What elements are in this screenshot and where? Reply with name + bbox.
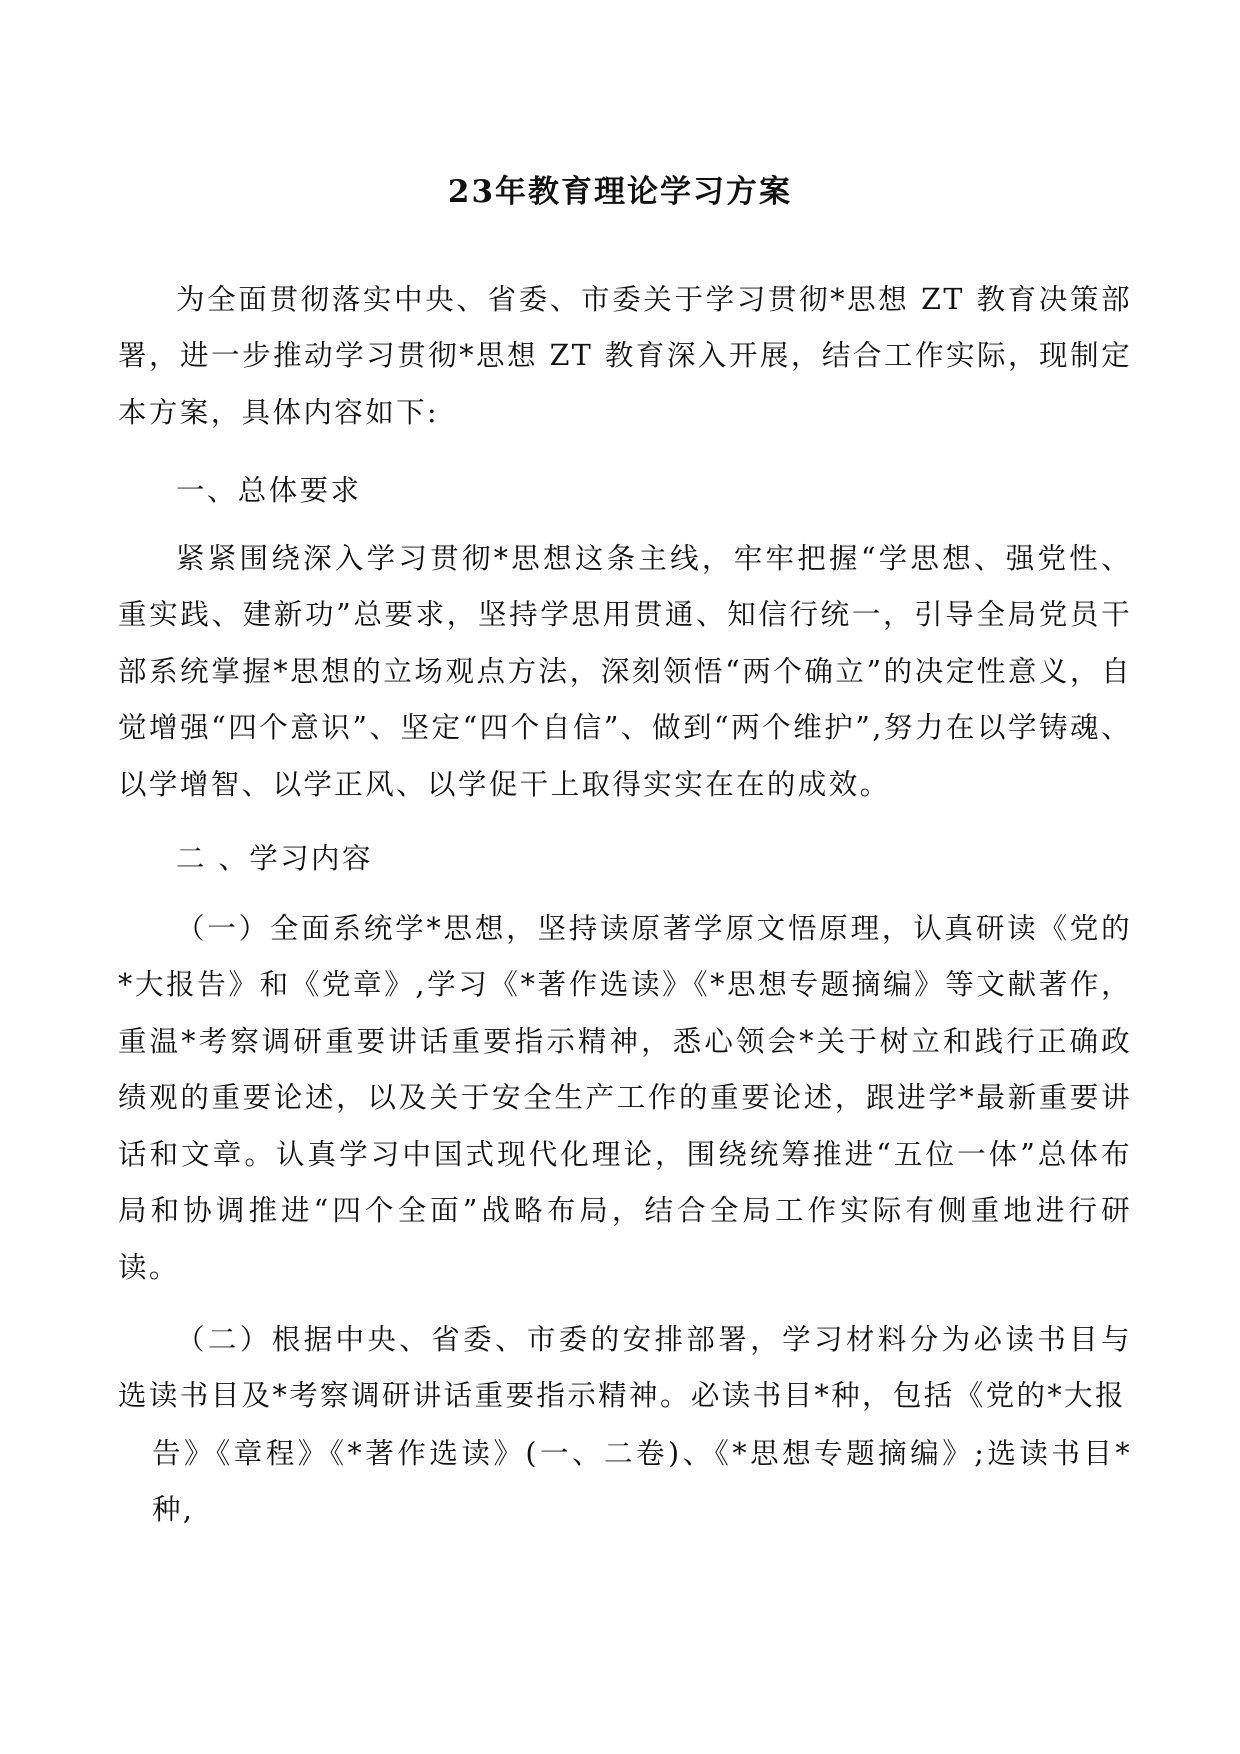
intro-paragraph: 为全面贯彻落实中央、省委、市委关于学习贯彻*思想 ZT 教育决策部署，进一步推动学习贯彻*思想 ZT 教育深入开展，结合工作实际，现制定本方案，具体内容如下: [118, 282, 1132, 429]
section-two-heading: 二 、学习内容 [176, 841, 373, 875]
section-one-paragraph: 紧紧围绕深入学习贯彻*思想这条主线，牢牢把握“学思想、强党性、重实践、建新功”总要求，坚持学思用贯通、知信行统一，引导全局党员干部系统掌握*思想的立场观点方法，深刻领悟“两个确立”的决定性意义，自觉增强“四个意识”、坚定“四个自信”、做到“两个维护”,努力在以学铸魂、以学增智、以学正风、以学促干上取得实实在在的成效。 [118, 541, 1132, 801]
section-two-item-one: （一）全面系统学*思想，坚持读原著学原文悟原理，认真研读《党的*大报告》和《党章》,学习《*著作选读》《*思想专题摘编》等文献著作，重温*考察调研重要讲话重要指示精神，悉心领会*关于树立和践行正确政绩观的重要论述，以及关于安全生产工作的重要论述，跟进学*最新重要讲话和文章。认真学习中国式现代化理论，围绕统筹推进“五位一体”总体布局和协调推进“四个全面”战略布局，结合全局工作实际有侧重地进行研读。 [118, 911, 1132, 1284]
section-two-item-two: （二）根据中央、省委、市委的安排部署，学习材料分为必读书目与选读书目及*考察调研讲话重要指示精神。必读书目*种，包括《党的*大报 [118, 1322, 1132, 1412]
section-one-heading: 一、总体要求 [176, 473, 362, 507]
document-title: 23年教育理论学习方案 [447, 174, 793, 210]
section-two-item-two-continued: 告》《章程》《*著作选读》(一、二卷)、《*思想专题摘编》;选读书目*种, [152, 1436, 1132, 1526]
